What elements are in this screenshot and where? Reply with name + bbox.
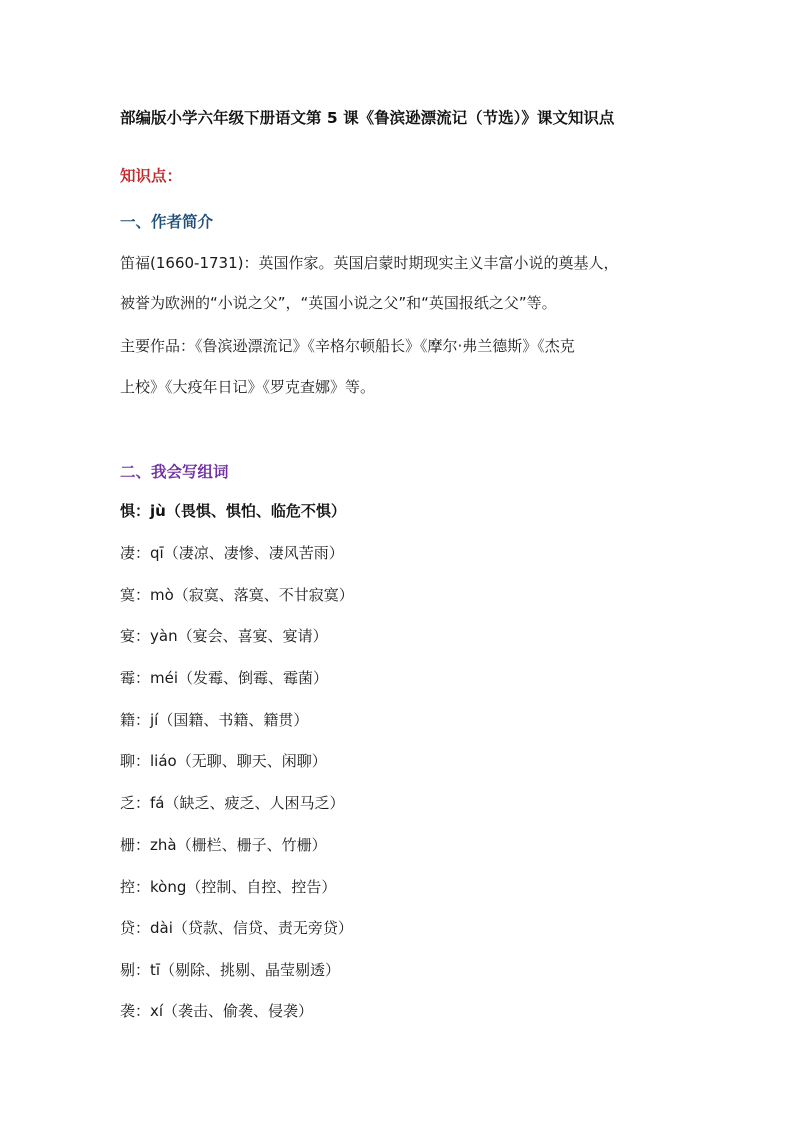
knowledge-heading: 知识点： [120,167,183,185]
vocab-item: 乏：fá（缺乏、疲乏、人困马乏） [120,794,345,812]
vocab-item: 寞：mò（寂寞、落寞、不甘寂寞） [120,586,354,604]
vocab-item: 栅：zhà（栅栏、栅子、竹栅） [120,836,327,854]
vocab-item: 宴：yàn（宴会、喜宴、宴请） [120,627,328,645]
vocab-item: 籍：jí（国籍、书籍、籍贯） [120,711,309,729]
document-title: 部编版小学六年级下册语文第 5 课《鲁滨逊漂流记（节选）》课文知识点 [120,109,615,127]
author-paragraph-line: 被誉为欧洲的“小说之父”，“英国小说之父”和“英国报纸之父”等。 [120,294,557,312]
vocab-item: 凄：qī（凄凉、凄惨、凄风苦雨） [120,544,344,562]
author-paragraph-line: 笛福(1660-1731)：英国作家。英国启蒙时期现实主义丰富小说的奠基人， [120,254,619,272]
section-author-heading: 一、作者简介 [120,213,214,231]
section-vocab-heading: 二、我会写组词 [120,463,229,481]
vocab-item: 贷：dài（贷款、信贷、责无旁贷） [120,919,353,937]
vocab-item: 剔：tī（剔除、挑剔、晶莹剔透） [120,961,341,979]
vocab-item: 霉：méi（发霉、倒霉、霉菌） [120,669,329,687]
vocab-item: 惧：jù（畏惧、惧怕、临危不惧） [120,502,346,520]
author-works-line: 上校》《大疫年日记》《罗克查娜》等。 [120,378,376,396]
vocab-item: 袭：xí（袭击、偷袭、侵袭） [120,1002,314,1020]
author-works-line: 主要作品：《鲁滨逊漂流记》《辛格尔顿船长》《摩尔·弗兰德斯》《杰克 [120,337,575,355]
vocab-item: 控：kòng（控制、自控、控告） [120,878,337,896]
vocab-item: 聊：liáo（无聊、聊天、闲聊） [120,752,327,770]
